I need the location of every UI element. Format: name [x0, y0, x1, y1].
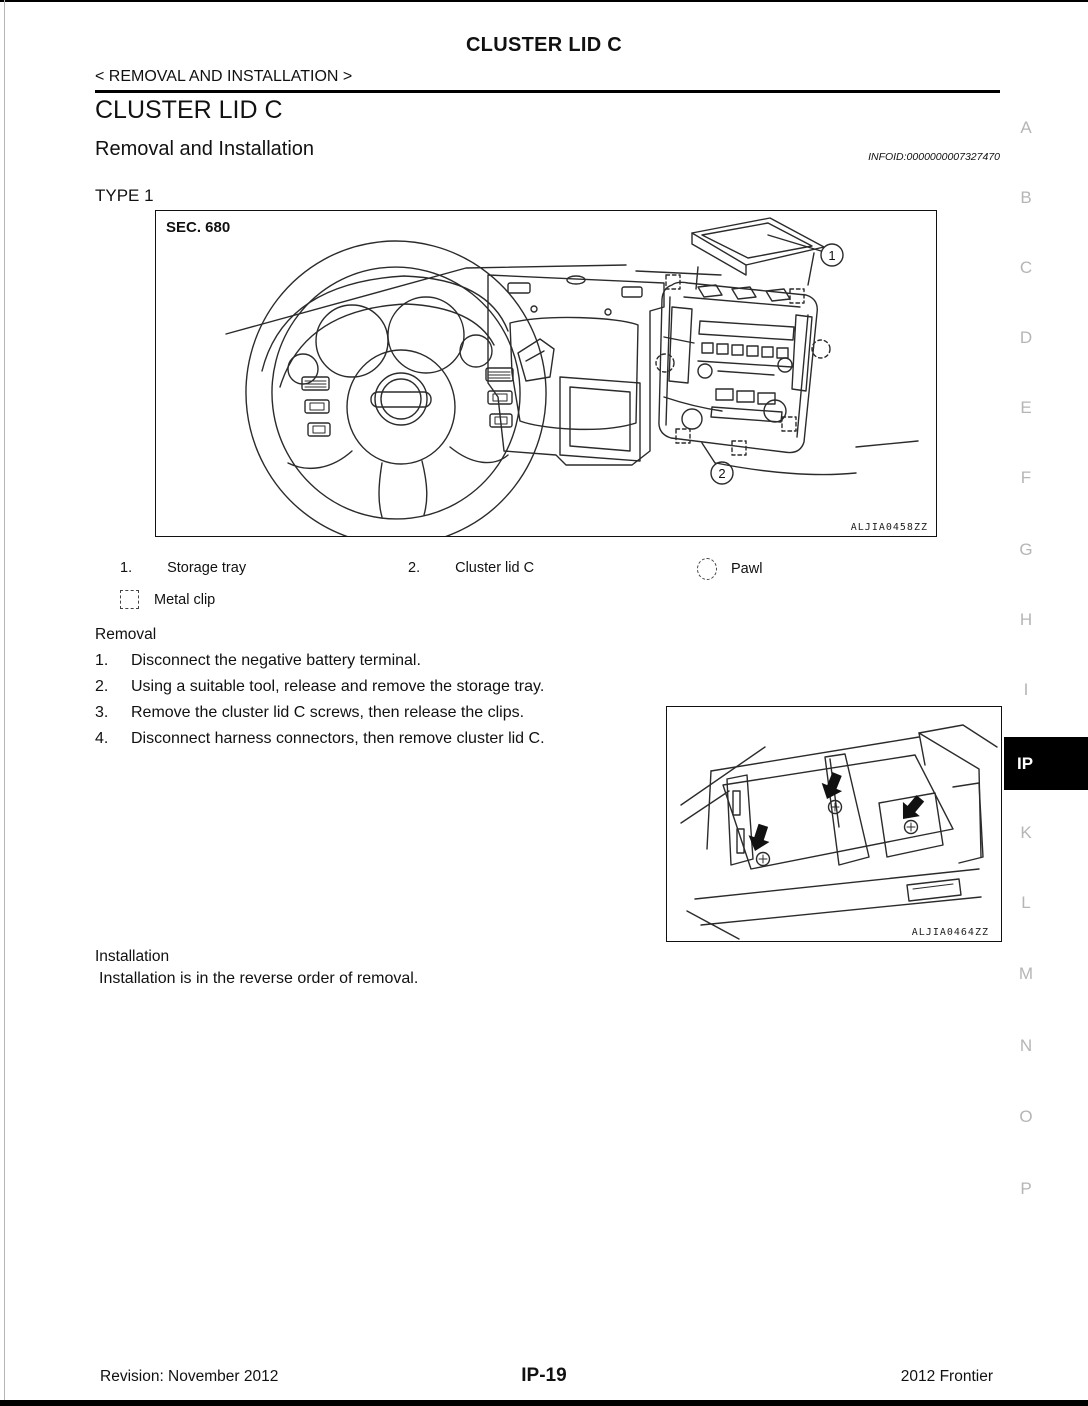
figure-storage-tray-screws [666, 706, 1002, 942]
removal-step [95, 651, 695, 670]
storage-tray-line-drawing [667, 707, 1001, 941]
side-tab-d: D [1019, 328, 1033, 347]
side-tab-m: M [1018, 964, 1034, 983]
legend-number: 2. [408, 560, 421, 576]
page-left-edge [4, 0, 5, 1406]
side-tab-p: P [1020, 1179, 1032, 1198]
legend-label: Pawl [731, 561, 763, 577]
infoid-label: INFOID:0000000007327470 [868, 151, 1000, 163]
step-number: 1. [95, 652, 109, 669]
page-top-edge [0, 0, 1088, 2]
running-header: CLUSTER LID C [465, 34, 623, 56]
metal-clip-icon [120, 590, 139, 609]
legend-item-pawl [697, 558, 762, 580]
figure1-code: ALJIA0458ZZ [850, 522, 928, 533]
side-tab-n: N [1019, 1036, 1033, 1055]
header-rule [95, 90, 1000, 93]
legend-label: Metal clip [154, 591, 216, 608]
side-tab-i: I [1023, 680, 1029, 699]
side-tab-b: B [1020, 188, 1032, 207]
legend-item-metal-clip [120, 590, 215, 609]
removal-step [95, 729, 695, 748]
figure2-code: ALJIA0464ZZ [911, 927, 989, 938]
footer-revision: Revision: November 2012 [100, 1368, 279, 1385]
side-tab-l: L [1021, 893, 1031, 912]
step-text: Using a suitable tool, release and remove the storage tray. [131, 678, 545, 695]
side-tab-ip-active: IP [1004, 737, 1088, 790]
step-text: Disconnect the negative battery terminal. [131, 652, 421, 669]
type-label: TYPE 1 [95, 186, 154, 205]
removal-step [95, 703, 695, 722]
step-text: Disconnect harness connectors, then remove cluster lid C. [131, 730, 545, 747]
removal-heading: Removal [95, 626, 157, 643]
side-tab-e: E [1020, 398, 1032, 417]
callout-2-number: 2 [718, 466, 726, 481]
side-tab-c: C [1019, 258, 1033, 277]
breadcrumb: < REMOVAL AND INSTALLATION > [95, 68, 353, 85]
callout-1-number: 1 [828, 248, 836, 263]
legend-number: 1. [120, 560, 133, 576]
legend-label: Storage tray [167, 560, 247, 576]
section-heading: Removal and Installation [95, 138, 315, 160]
side-tab-h: H [1019, 610, 1033, 629]
sec-label: SEC. 680 [166, 219, 231, 236]
legend-label: Cluster lid C [455, 560, 535, 576]
step-number: 2. [95, 678, 109, 695]
removal-steps [95, 651, 695, 755]
figure-cluster-lid-overview [155, 210, 937, 537]
dashboard-line-drawing [156, 211, 936, 536]
side-tab-g: G [1019, 540, 1033, 559]
footer-model: 2012 Frontier [900, 1368, 993, 1385]
page-title: CLUSTER LID C [95, 96, 283, 124]
side-tab-k: K [1020, 823, 1032, 842]
pawl-icon [697, 558, 717, 580]
installation-body: Installation is in the reverse order of removal. [99, 970, 419, 987]
step-number: 4. [95, 730, 109, 747]
step-number: 3. [95, 704, 109, 721]
side-tab-a: A [1020, 118, 1032, 137]
installation-heading: Installation [95, 948, 170, 965]
removal-step [95, 677, 695, 696]
legend-item-cluster-lid-c [408, 560, 534, 576]
page-bottom-edge [0, 1400, 1088, 1406]
side-tab-f: F [1020, 468, 1032, 487]
side-tab-o: O [1019, 1107, 1033, 1126]
step-text: Remove the cluster lid C screws, then release the clips. [131, 704, 525, 721]
footer-page-number: IP-19 [521, 1365, 567, 1386]
legend-item-storage-tray [120, 560, 246, 576]
